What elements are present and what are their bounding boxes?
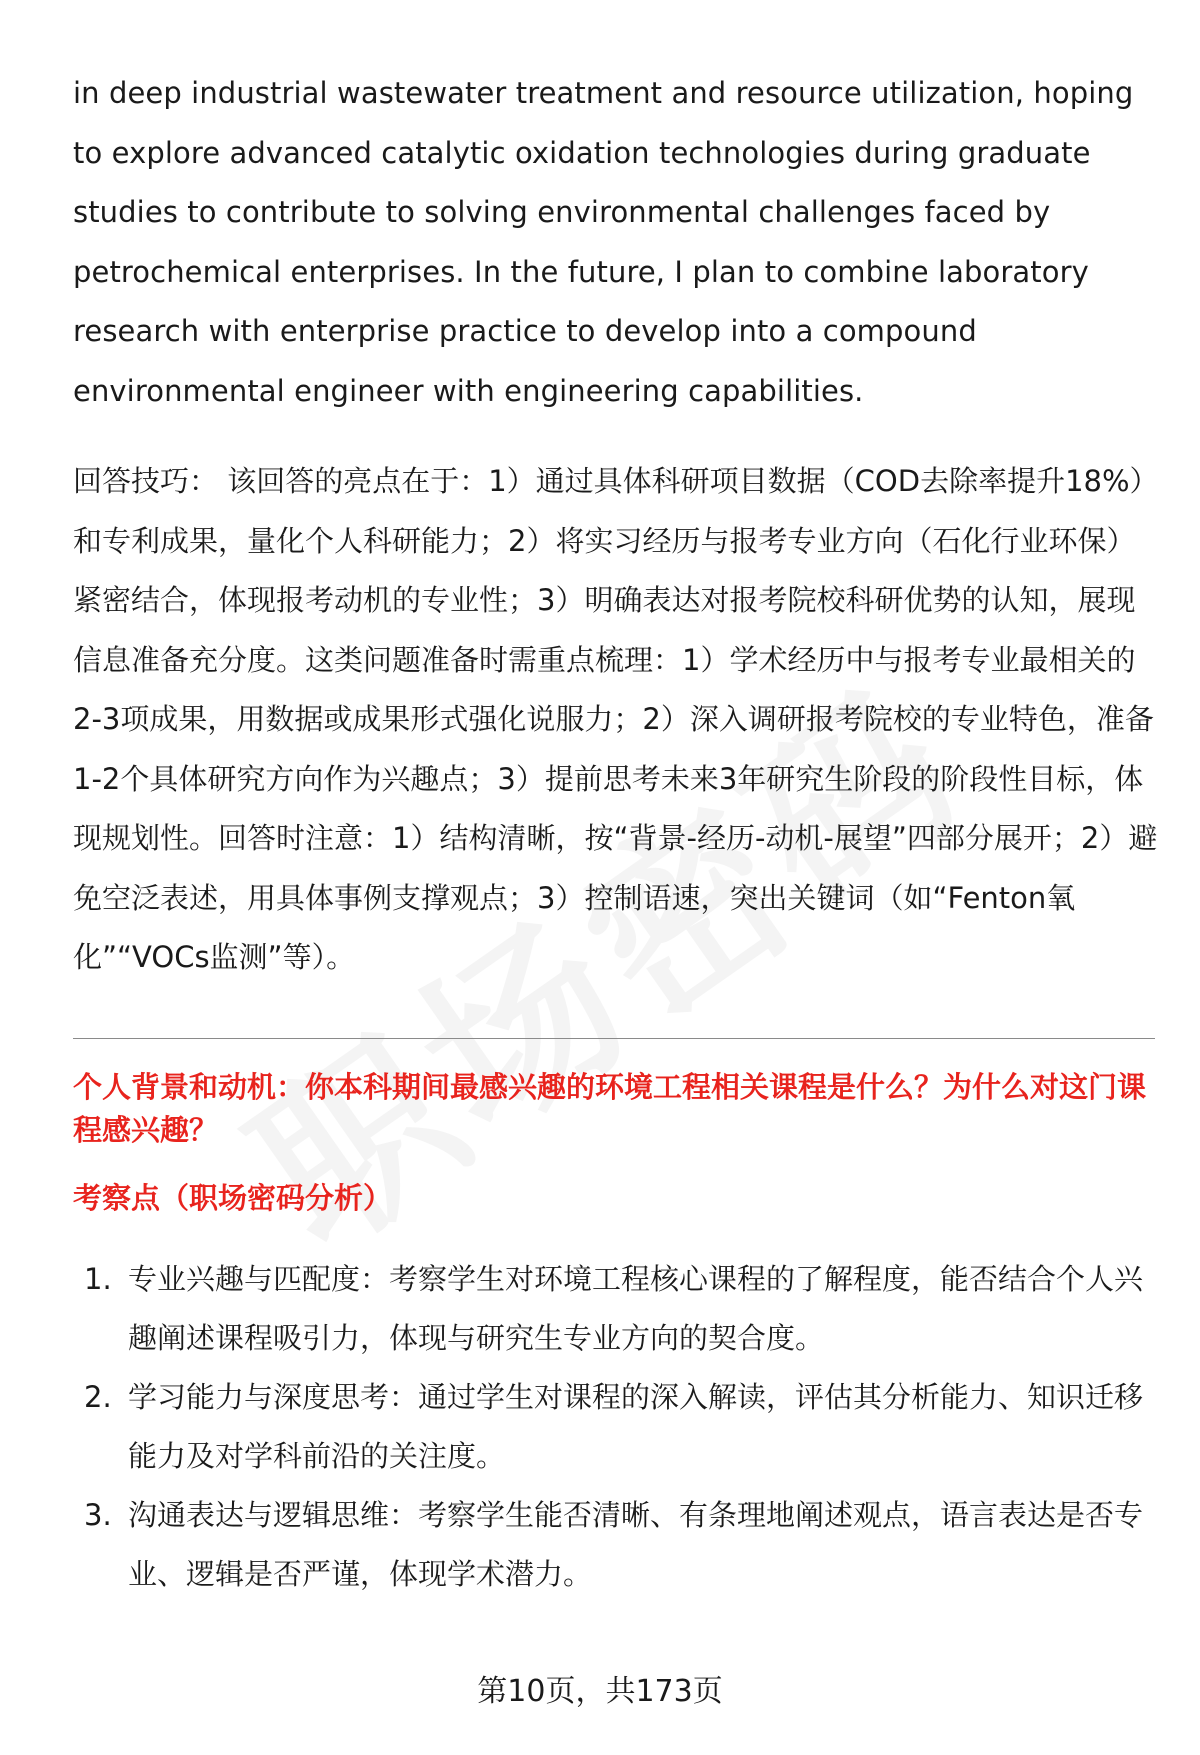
page-number-footer: 第10页，共173页 xyxy=(477,1674,723,1709)
list-item-number: 1. xyxy=(84,1262,112,1296)
question-heading: 个人背景和动机：你本科期间最感兴趣的环境工程相关课程是什么？为什么对这门课程感兴趣？ xyxy=(73,1070,1147,1147)
list-item xyxy=(73,1486,1158,1604)
list-item xyxy=(73,1368,1158,1486)
list-item-text: 专业兴趣与匹配度：考察学生对环境工程核心课程的了解程度，能否结合个人兴趣阐述课程吸引力，体现与研究生专业方向的契合度。 xyxy=(128,1262,1144,1355)
answer-tips-paragraph: 回答技巧： 该回答的亮点在于：1）通过具体科研项目数据（COD去除率提升18%）和专利成果，量化个人科研能力；2）将实习经历与报考专业方向（石化行业环保）紧密结合，体现报考动机的专业性；3）明确表达对报考院校科研优势的认知，展现信息准备充分度。这类问题准备时需重点梳理：1）学术经历中与报考专业最相关的2-3项成果，用数据或成果形式强化说服力；2）深入调研报考院校的专业特色，准备1-2个具体研究方向作为兴趣点；3）提前思考未来3年研究生阶段的阶段性目标，体现规划性。回答时注意：1）结构清晰，按“背景-经历-动机-展望”四部分展开；2）避免空泛表述，用具体事例支撑观点；3）控制语速，突出关键词（如“Fenton氧化”“VOCs监测”等）。 xyxy=(73,464,1158,974)
list-item-text: 学习能力与深度思考：通过学生对课程的深入解读，评估其分析能力、知识迁移能力及对学科前沿的关注度。 xyxy=(128,1380,1144,1473)
list-item-number: 3. xyxy=(84,1498,112,1532)
list-item xyxy=(73,1250,1158,1368)
assessment-points-list xyxy=(73,1250,1158,1604)
assessment-subheading: 考察点（职场密码分析） xyxy=(73,1181,393,1215)
list-item-text: 沟通表达与逻辑思维：考察学生能否清晰、有条理地阐述观点，语言表达是否专业、逻辑是否严谨，体现学术潜力。 xyxy=(128,1498,1144,1591)
section-divider xyxy=(73,1038,1155,1039)
list-item-number: 2. xyxy=(84,1380,112,1414)
answer-english-paragraph: in deep industrial wastewater treatment and resource utilization, hoping to explore advanced catalytic oxidation technologies during graduate studies to contribute to solving environmental challenges faced by petrochemical enterprises. In the future, I plan to combine laboratory research with enterprise practice to develop into a compound environmental engineer with engineering capabilities. xyxy=(73,76,1134,408)
